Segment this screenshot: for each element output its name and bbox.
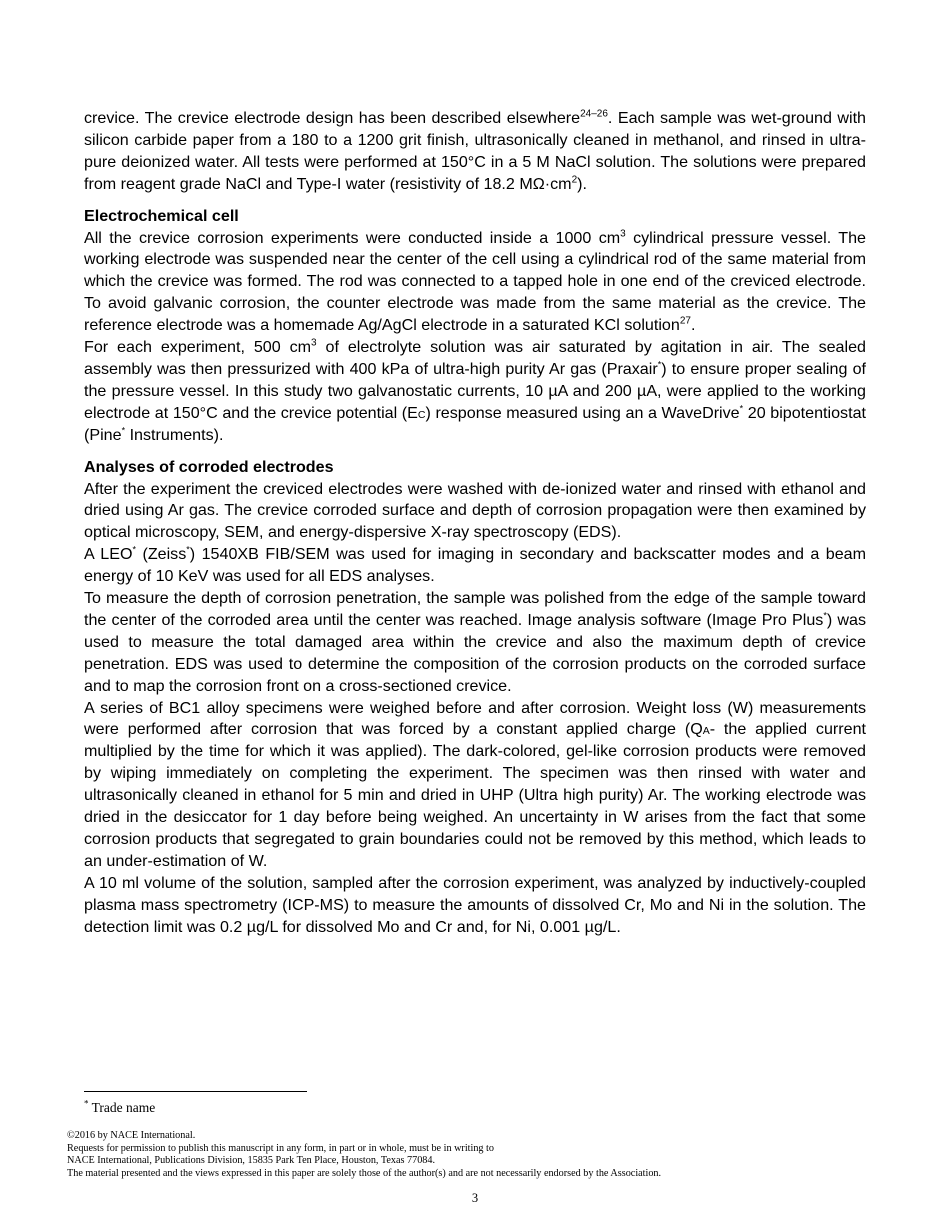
paragraph-analyses-3 <box>84 588 866 698</box>
paragraph-analyses-1: After the experiment the creviced electrodes were washed with de-ionized water and rinsed with ethanol and dried using Ar gas. The crevice corroded surface and depth of corrosion propagation were then examined by optical microscopy, SEM, and energy-dispersive X-ray spectroscopy (EDS). <box>84 479 866 542</box>
paragraph-analyses-4 <box>84 698 866 873</box>
footnote-marker: * <box>84 1098 89 1109</box>
copyright-notice <box>67 1130 887 1180</box>
paragraph-cell-1 <box>84 228 866 338</box>
footnote <box>84 1100 155 1116</box>
text: - the applied current multiplied by the time for which it was applied). The dark-colored, gel-like corrosion products were removed by wiping immediately on completing the experiment. The specimen was then rinsed with water and ultrasonically cleaned in ethanol for 5 min and dried in UHP (Ultra high purity) Ar. The working electrode was dried in the desiccator for 1 day before being weighed. An uncertainty in W arises from the fact that some corrosion products that segregated to grain boundaries could not be removed by this method, which leads to an under-estimation of W. <box>84 720 866 870</box>
text: of electrolyte solution was air saturated by agitation in air. The sealed assembly was then pressurized with 400 kPa of ultra-high purity Ar gas (Praxair <box>84 338 866 378</box>
footnote-divider <box>84 1091 307 1092</box>
section-heading-analyses: Analyses of corroded electrodes <box>84 457 334 476</box>
text: To measure the depth of corrosion penetration, the sample was polished from the edge of the sample toward the center of the corroded area until the center was reached. Image analysis software (Image Pro Plus <box>84 589 866 629</box>
citation: 24–26 <box>580 108 608 120</box>
page-number: 3 <box>471 1191 479 1205</box>
paragraph-crevice <box>84 108 866 196</box>
paragraph-cell-2 <box>84 337 866 447</box>
paper-body <box>84 108 866 939</box>
text: For each experiment, 500 cm <box>84 338 312 357</box>
superscript: 3 <box>311 337 317 349</box>
text: A series of BC1 alloy specimens were weighed before and after corrosion. Weight loss (W) measurements were performed after corrosion that was forced by a constant applied charge (Q <box>84 698 866 739</box>
copyright-line: ©2016 by NACE International. <box>67 1130 196 1141</box>
text: ) response measured using an a WaveDrive <box>425 403 740 422</box>
text: ) was used to measure the total damaged area within the crevice and also the maximum depth of crevice penetration. EDS was used to determine the composition of the corrosion products on the corroded surface and to map the corrosion front on a cross-sectioned crevice. <box>84 610 866 695</box>
citation: 27 <box>679 315 691 327</box>
text: 20 bipotentiostat (Pine <box>84 403 866 444</box>
trademark-marker: * <box>121 425 126 436</box>
section-heading-electrochemical-cell: Electrochemical cell <box>84 206 239 225</box>
superscript: 3 <box>620 228 626 240</box>
text: ). <box>577 174 587 193</box>
paragraph-analyses-2 <box>84 544 866 588</box>
text: ) to ensure proper sealing of the pressure vessel. In this study two galvanostatic currents, 10 µA and 200 µA, were applied to the working electrode at 150°C and the crevice potential (E <box>84 359 866 422</box>
text: crevice. The crevice electrode design has been described elsewhere <box>84 109 581 127</box>
trademark-marker: * <box>132 544 137 555</box>
paragraph-analyses-5: A 10 ml volume of the solution, sampled after the corrosion experiment, was analyzed by inductively-coupled plasma mass spectrometry (ICP-MS) to measure the amounts of dissolved Cr, Mo and Ni in the solution. The detection limit was 0.2 µg/L for dissolved Mo and Cr and, for Ni, 0.001 µg/L. <box>84 873 866 936</box>
text: Instruments). <box>125 425 224 444</box>
text: A LEO <box>84 545 133 564</box>
text: . <box>690 316 696 335</box>
text: cylindrical pressure vessel. The working electrode was suspended near the center of the cell using a cylindrical rod of the same material from which the crevice was formed. The rod was connected to a tapped hole in one end of the creviced electrode. To avoid galvanic corrosion, the counter electrode was made from the same material as the crevice. The reference electrode was a homemade Ag/AgCl electrode in a saturated KCl solution <box>84 228 866 335</box>
copyright-line: Requests for permission to publish this manuscript in any form, in part or in whole, must be in writing to <box>67 1142 494 1154</box>
trademark-marker: * <box>739 403 744 414</box>
copyright-line: NACE International, Publications Division, 15835 Park Ten Place, Houston, Texas 77084. <box>67 1155 436 1167</box>
text: . Each sample was wet-ground with silicon carbide paper from a 180 to a 1200 grit finish, ultrasonically cleaned in methanol, and rinsed in ultra-pure deionized water. All tests were performed at 150°C in a 5 M NaCl solution. The solutions were prepared from reagent grade NaCl and Type-I water (resistivity of 18.2 MΩ·cm <box>84 109 867 193</box>
subscript: A <box>702 725 710 738</box>
trademark-marker: * <box>657 359 662 370</box>
footnote-text: Trade name <box>88 1100 156 1115</box>
subscript: C <box>417 408 426 421</box>
text: (Zeiss <box>136 545 187 564</box>
superscript: 2 <box>571 174 578 186</box>
text: ) 1540XB FIB/SEM was used for imaging in secondary and backscatter modes and a beam energy of 10 KeV was used for all EDS analyses. <box>84 545 867 586</box>
trademark-marker: * <box>823 610 827 621</box>
text: All the crevice corrosion experiments were conducted inside a 1000 cm <box>84 228 621 247</box>
trademark-marker: * <box>186 544 190 555</box>
copyright-line: The material presented and the views expressed in this paper are solely those of the author(s) and are not necessarily endorsed by the Association. <box>67 1167 662 1179</box>
